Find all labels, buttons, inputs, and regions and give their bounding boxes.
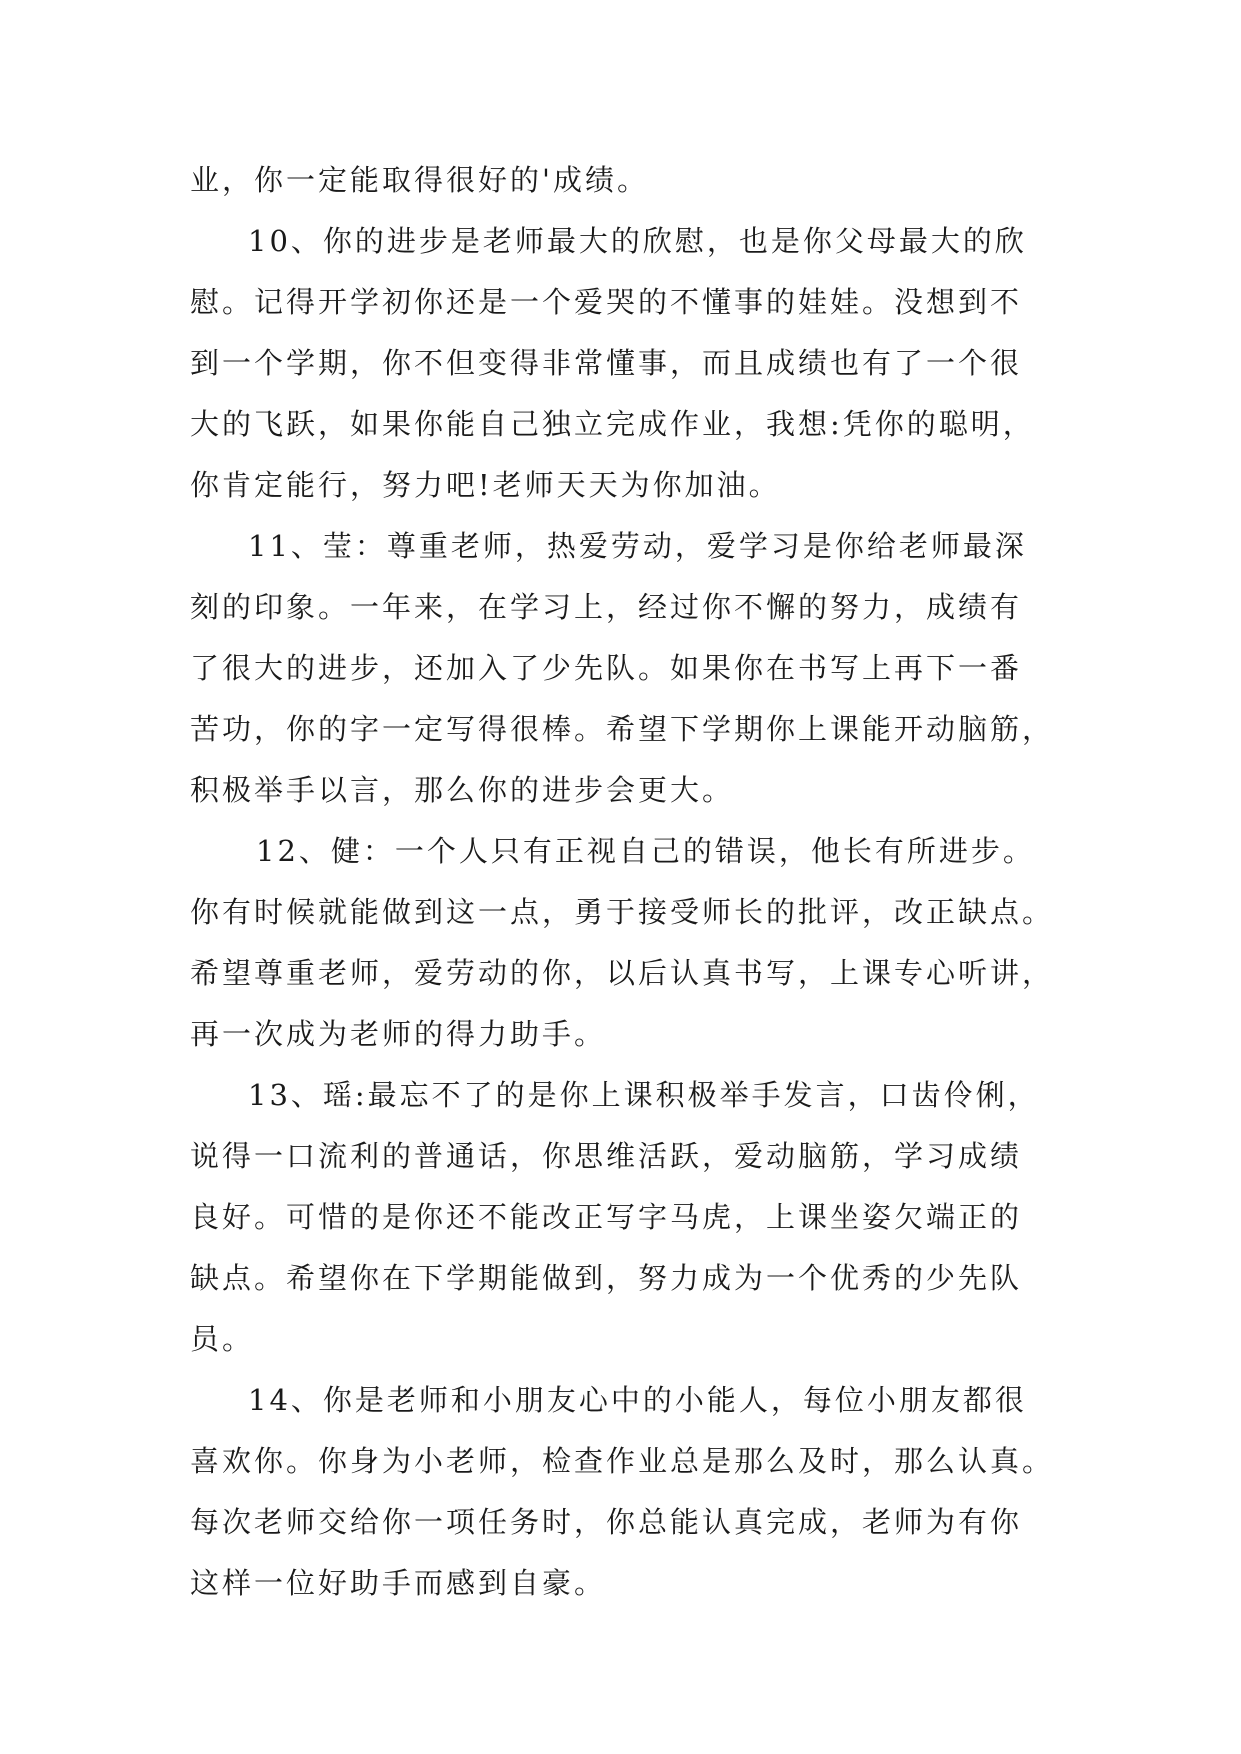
paragraph-14-start: 14、你是老师和小朋友心中的小能人，每位小朋友都很: [248, 1383, 1027, 1417]
text-line: 业，你一定能取得很好的'成绩。: [190, 163, 649, 197]
text-line: 每次老师交给你一项任务时，你总能认真完成，老师为有你: [190, 1505, 1023, 1539]
text-line: 你有时候就能做到这一点，勇于接受师长的批评，改正缺点。: [190, 895, 1055, 929]
text-line: 这样一位好助手而感到自豪。: [190, 1566, 607, 1600]
paragraph-12-start: 12、健：一个人只有正视自己的错误，他长有所进步。: [256, 834, 1035, 868]
text-line: 了很大的进步，还加入了少先队。如果你在书写上再下一番: [190, 651, 1023, 685]
text-line: 希望尊重老师，爱劳动的你，以后认真书写，上课专心听讲，: [190, 956, 1055, 990]
document-body: [190, 150, 1060, 1614]
text-line: 缺点。希望你在下学期能做到，努力成为一个优秀的少先队: [190, 1261, 1023, 1295]
paragraph-13-start: 13、瑶:最忘不了的是你上课积极举手发言，口齿伶俐，: [248, 1078, 1040, 1112]
text-line: 良好。可惜的是你还不能改正写字马虎，上课坐姿欠端正的: [190, 1200, 1023, 1234]
text-line: 积极举手以言，那么你的进步会更大。: [190, 773, 735, 807]
text-line: 说得一口流利的普通话，你思维活跃，爱动脑筋，学习成绩: [190, 1139, 1023, 1173]
paragraph-11-start: 11、莹：尊重老师，热爱劳动，爱学习是你给老师最深: [248, 529, 1027, 563]
text-line: 大的飞跃，如果你能自己独立完成作业，我想:凭你的聪明，: [190, 407, 1035, 441]
text-line: 慰。记得开学初你还是一个爱哭的不懂事的娃娃。没想到不: [190, 285, 1023, 319]
text-line: 员。: [190, 1322, 255, 1356]
text-line: 苦功，你的字一定写得很棒。希望下学期你上课能开动脑筋，: [190, 712, 1055, 746]
text-line: 你肯定能行，努力吧!老师天天为你加油。: [190, 468, 781, 502]
text-line: 刻的印象。一年来，在学习上，经过你不懈的努力，成绩有: [190, 590, 1023, 624]
text-line: 到一个学期，你不但变得非常懂事，而且成绩也有了一个很: [190, 346, 1023, 380]
text-line: 再一次成为老师的得力助手。: [190, 1017, 607, 1051]
text-line: 喜欢你。你身为小老师，检查作业总是那么及时，那么认真。: [190, 1444, 1055, 1478]
paragraph-10-start: 10、你的进步是老师最大的欣慰，也是你父母最大的欣: [248, 224, 1027, 258]
